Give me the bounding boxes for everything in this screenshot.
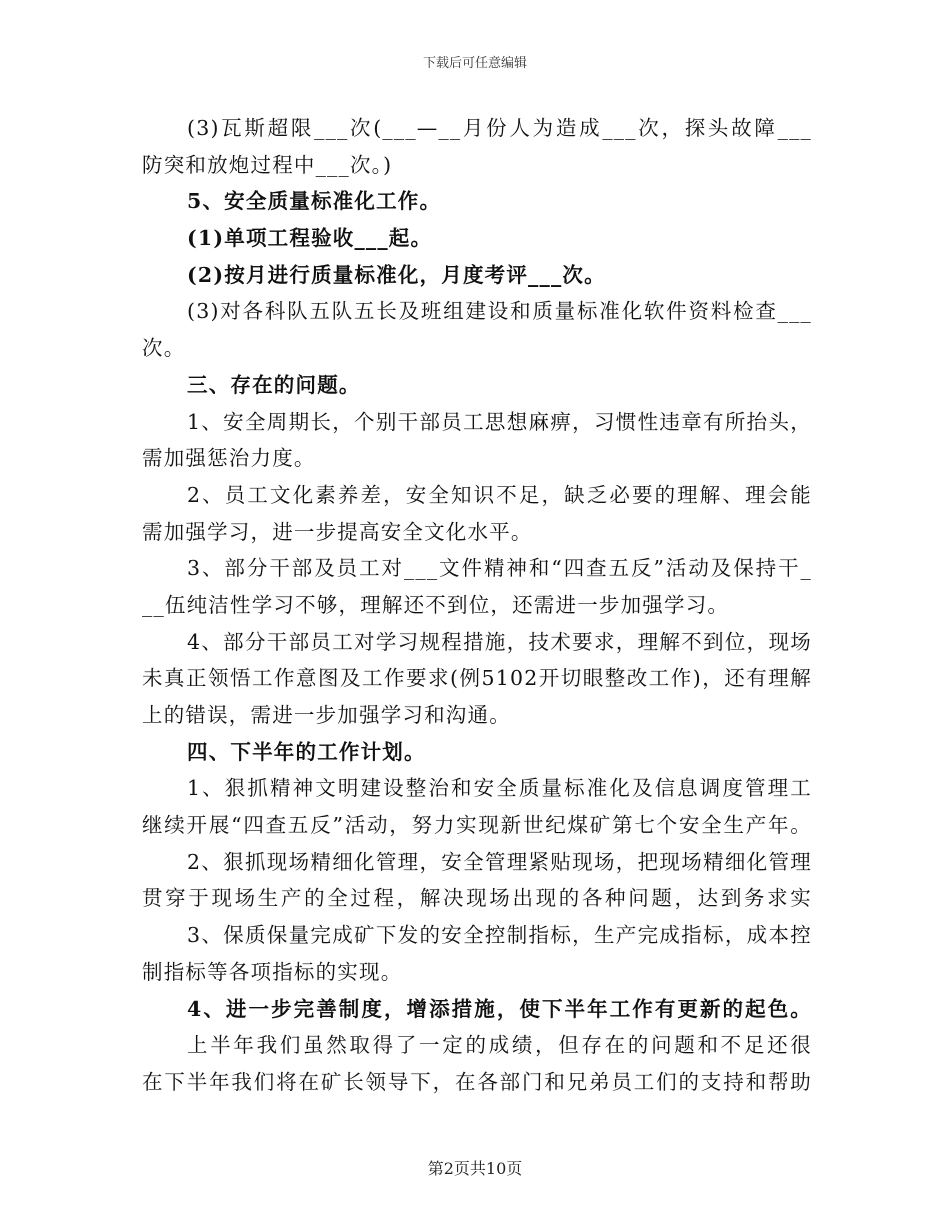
paragraph-line: 贯穿于现场生产的全过程，解决现场出现的各种问题，达到务求实	[142, 886, 812, 911]
paragraph-line: 需加强惩治力度。	[142, 446, 316, 471]
paragraph-line: 次。	[142, 336, 186, 361]
paragraph-line: 未真正领悟工作意图及工作要求(例5102开切眼整改工作)，还有理解	[142, 666, 812, 691]
paragraph-line: 上的错误，需进一步加强学习和沟通。	[142, 703, 511, 727]
paragraph-line: 防突和放炮过程中___次。)	[142, 152, 393, 177]
section-heading-line: 三、存在的问题。	[187, 372, 361, 397]
section-heading-line: 5、安全质量标准化工作。	[187, 189, 442, 214]
paragraph-line: 继续开展“四查五反”活动，努力实现新世纪煤矿第七个安全生产年。	[142, 813, 812, 838]
paragraph-line: 在下半年我们将在矿长领导下，在各部门和兄弟员工们的支持和帮助	[142, 1069, 812, 1094]
paragraph-line: 上半年我们虽然取得了一定的成绩，但存在的问题和不足还很	[187, 1033, 812, 1058]
paragraph-line: 3、保质保量完成矿下发的安全控制指标，生产完成指标，成本控	[187, 923, 812, 948]
paragraph-line: 制指标等各项指标的实现。	[142, 959, 403, 984]
paragraph-line: __伍纯洁性学习不够，理解还不到位，还需进一步加强学习。	[142, 592, 730, 617]
section-heading-line: (1)单项工程验收___起。	[187, 226, 433, 251]
paragraph-line: 4、部分干部员工对学习规程措施，技术要求，理解不到位，现场	[187, 629, 812, 654]
page-header: 下载后可任意编辑	[422, 56, 527, 71]
section-heading-line: 4、进一步完善制度，增添措施，使下半年工作有更新的起色。	[187, 996, 812, 1021]
paragraph-line: 2、狠抓现场精细化管理，安全管理紧贴现场，把现场精细化管理	[187, 849, 812, 874]
section-heading-line: (2)按月进行质量标准化，月度考评___次。	[187, 262, 606, 287]
paragraph-line: 2、员工文化素养差，安全知识不足，缺乏必要的理解、理会能	[187, 482, 812, 507]
paragraph-line: (3)对各科队五队五长及班组建设和质量标准化软件资料检查___	[187, 299, 812, 324]
paragraph-line: 1、安全周期长，个别干部员工思想麻痹，习惯性违章有所抬头，	[187, 409, 812, 434]
paragraph-line: (3)瓦斯超限___次(___—__月份人为造成___次，探头故障___	[187, 116, 812, 140]
paragraph-line: 3、部分干部及员工对___文件精神和“四查五反”活动及保持干_	[187, 556, 812, 581]
paragraph-line: 1、狠抓精神文明建设整治和安全质量标准化及信息调度管理工	[187, 776, 812, 801]
paragraph-line: 需加强学习，进一步提高安全文化水平。	[142, 519, 533, 544]
document-body	[142, 110, 812, 1101]
section-heading-line: 四、下半年的工作计划。	[187, 739, 426, 764]
page-number: 第2页共10页	[427, 1159, 523, 1178]
